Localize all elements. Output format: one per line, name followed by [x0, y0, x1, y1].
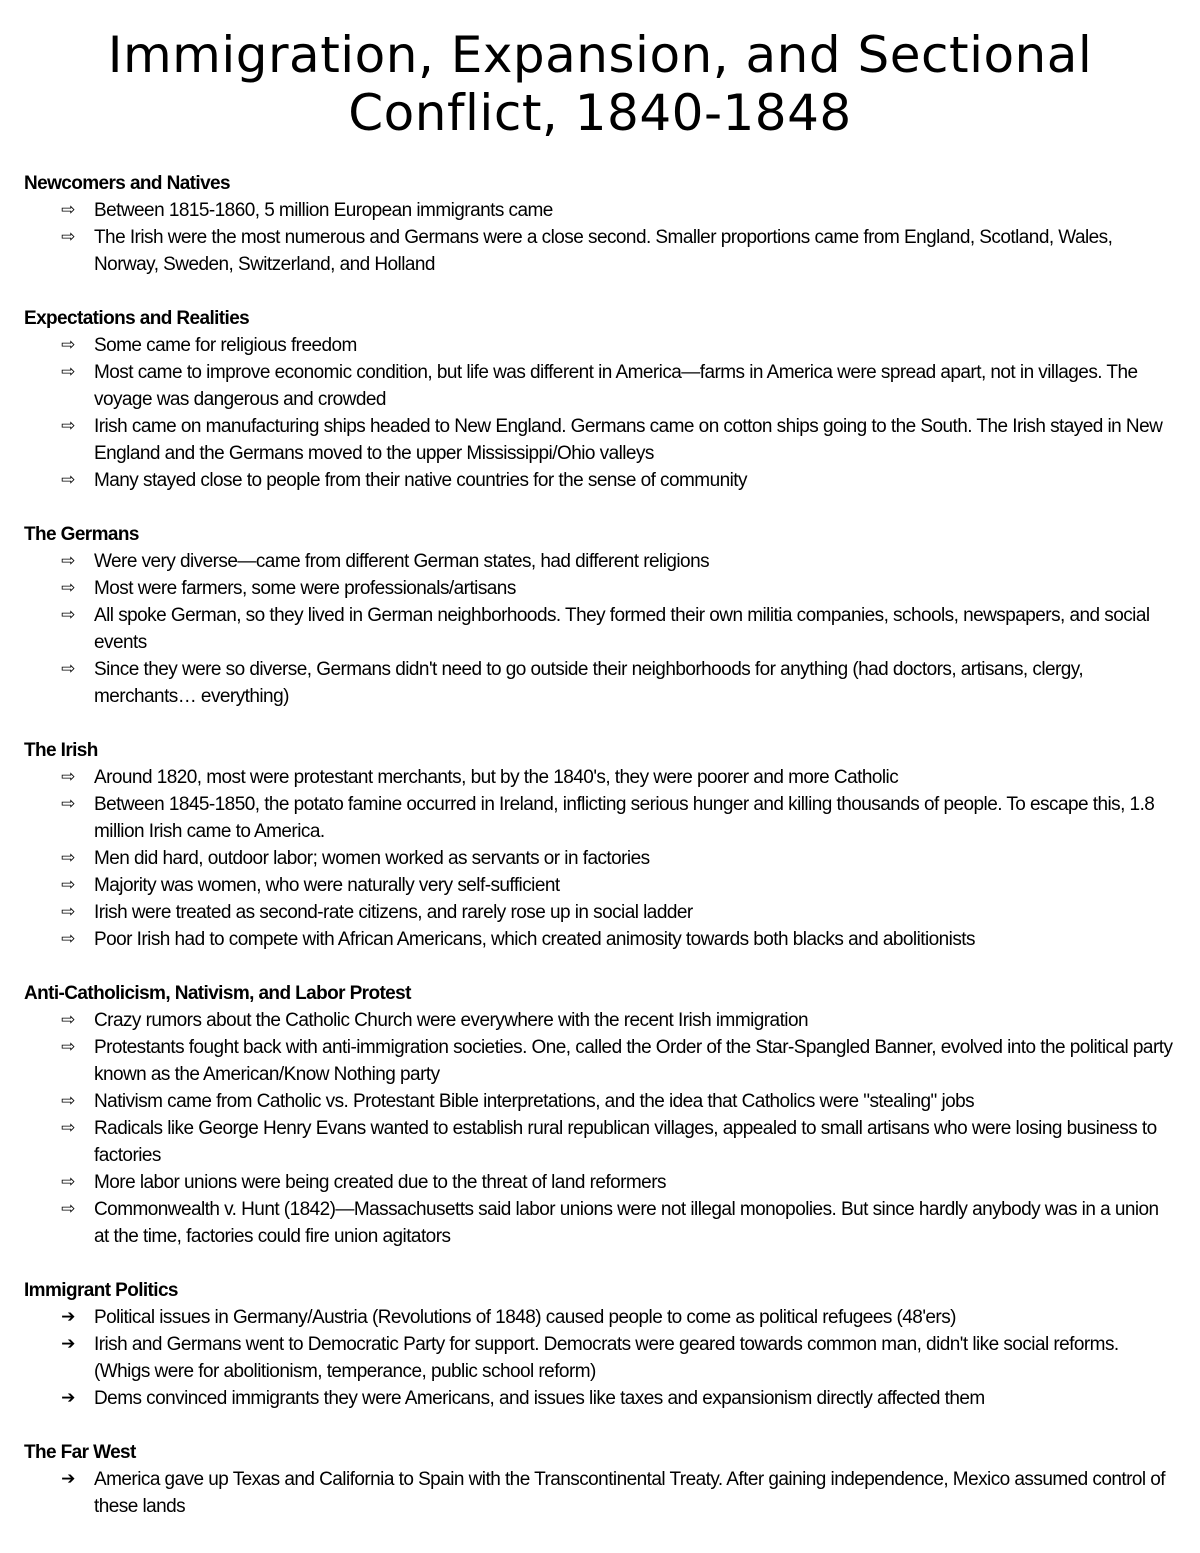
list-item	[24, 1304, 1174, 1331]
list-item	[24, 872, 1174, 899]
list-item-text: Irish came on manufacturing ships headed to New England. Germans came on cotton ships going to the South. The Irish stayed in New England and the Germans moved to the upper Mississippi/Ohio valleys	[94, 416, 1163, 464]
list-item-text: Were very diverse—came from different German states, had different religions	[94, 551, 710, 572]
list-item-text: Nativism came from Catholic vs. Protestant Bible interpretations, and the idea that Catholics were "stealing" jobs	[94, 1091, 975, 1112]
outline-arrow-icon: ⇨	[61, 902, 75, 922]
list-item	[24, 764, 1174, 791]
document-title-line-1: Immigration, Expansion, and Sectional	[107, 26, 1093, 84]
list-item-text: Between 1815-1860, 5 million European immigrants came	[94, 200, 553, 221]
list-item-text: More labor unions were being created due to the threat of land reformers	[94, 1172, 666, 1193]
section-heading: Newcomers and Natives	[24, 173, 230, 194]
list-item-text: Between 1845-1850, the potato famine occurred in Ireland, inflicting serious hunger and killing thousands of people. To escape this, 1.8 million Irish came to America.	[94, 794, 1155, 842]
list-item	[24, 1088, 1174, 1115]
list-item-text: Around 1820, most were protestant merchants, but by the 1840's, they were poorer and more Catholic	[94, 767, 899, 788]
list-item	[24, 602, 1174, 656]
bullet-list	[24, 1304, 1174, 1412]
section-immigrant-politics	[24, 1277, 1174, 1412]
list-item	[24, 413, 1174, 467]
list-item-text: Most came to improve economic condition, but life was different in America—farms in America were spread apart, not in villages. The voyage was dangerous and crowded	[94, 362, 1138, 410]
list-item-text: America gave up Texas and California to Spain with the Transcontinental Treaty. After gaining independence, Mexico assumed control of these lands	[94, 1469, 1166, 1517]
list-item	[24, 1007, 1174, 1034]
outline-arrow-icon: ⇨	[61, 848, 75, 868]
list-item	[24, 791, 1174, 845]
outline-arrow-icon: ⇨	[61, 1172, 75, 1192]
list-item-text: Irish were treated as second-rate citizens, and rarely rose up in social ladder	[94, 902, 693, 923]
list-item	[24, 548, 1174, 575]
section-the-far-west	[24, 1439, 1174, 1520]
list-item-text: Dems convinced immigrants they were Americans, and issues like taxes and expansionism directly affected them	[94, 1388, 985, 1409]
list-item-text: Commonwealth v. Hunt (1842)—Massachusetts said labor unions were not illegal monopolies. But since hardly anybody was in a union at the time, factories could fire union agitators	[94, 1199, 1159, 1247]
outline-arrow-icon: ⇨	[61, 335, 75, 355]
list-item	[24, 656, 1174, 710]
section-heading: The Far West	[24, 1442, 136, 1463]
document-title	[0, 0, 1200, 142]
section-the-irish	[24, 737, 1174, 953]
outline-arrow-icon: ⇨	[61, 362, 75, 382]
list-item-text: Some came for religious freedom	[94, 335, 357, 356]
document-title-line-2: Conflict, 1840-1848	[348, 84, 852, 142]
list-item-text: Majority was women, who were naturally very self-sufficient	[94, 875, 560, 896]
outline-arrow-icon: ⇨	[61, 794, 75, 814]
list-item	[24, 575, 1174, 602]
outline-arrow-icon: ⇨	[61, 227, 75, 247]
list-item	[24, 1331, 1174, 1385]
outline-arrow-icon: ⇨	[61, 416, 75, 436]
section-anti-catholicism-nativism-and-labor-protest	[24, 980, 1174, 1250]
bullet-list	[24, 197, 1174, 278]
list-item-text: Poor Irish had to compete with African Americans, which created animosity towards both blacks and abolitionists	[94, 929, 975, 950]
list-item-text: Most were farmers, some were professionals/artisans	[94, 578, 516, 599]
list-item-text: Many stayed close to people from their native countries for the sense of community	[94, 470, 747, 491]
outline-arrow-icon: ⇨	[61, 1037, 75, 1057]
outline-arrow-icon: ⇨	[61, 605, 75, 625]
list-item	[24, 1196, 1174, 1250]
list-item-text: The Irish were the most numerous and Germans were a close second. Smaller proportions came from England, Scotland, Wales, Norway, Sweden, Switzerland, and Holland	[94, 227, 1113, 275]
list-item	[24, 1115, 1174, 1169]
outline-arrow-icon: ⇨	[61, 1118, 75, 1138]
list-item-text: Men did hard, outdoor labor; women worked as servants or in factories	[94, 848, 650, 869]
bold-arrow-icon: ➔	[61, 1307, 75, 1327]
list-item-text: Since they were so diverse, Germans didn't need to go outside their neighborhoods for anything (had doctors, artisans, clergy, merchants… everything)	[94, 659, 1084, 707]
section-the-germans	[24, 521, 1174, 710]
section-newcomers-and-natives	[24, 170, 1174, 278]
list-item-text: Political issues in Germany/Austria (Revolutions of 1848) caused people to come as political refugees (48'ers)	[94, 1307, 956, 1328]
bold-arrow-icon: ➔	[61, 1388, 75, 1408]
section-expectations-and-realities	[24, 305, 1174, 494]
section-heading: Expectations and Realities	[24, 308, 250, 329]
bullet-list	[24, 332, 1174, 494]
bullet-list	[24, 1466, 1174, 1520]
list-item	[24, 359, 1174, 413]
outline-arrow-icon: ⇨	[61, 1091, 75, 1111]
list-item	[24, 899, 1174, 926]
bold-arrow-icon: ➔	[61, 1469, 75, 1489]
bullet-list	[24, 764, 1174, 953]
bold-arrow-icon: ➔	[61, 1334, 75, 1354]
outline-arrow-icon: ⇨	[61, 1010, 75, 1030]
list-item	[24, 1034, 1174, 1088]
list-item	[24, 1385, 1174, 1412]
list-item-text: Radicals like George Henry Evans wanted to establish rural republican villages, appealed to small artisans who were losing business to factories	[94, 1118, 1157, 1166]
section-heading: Anti-Catholicism, Nativism, and Labor Protest	[24, 983, 411, 1004]
list-item	[24, 926, 1174, 953]
outline-arrow-icon: ⇨	[61, 578, 75, 598]
list-item-text: Protestants fought back with anti-immigration societies. One, called the Order of the Star-Spangled Banner, evolved into the political party known as the American/Know Nothing party	[94, 1037, 1173, 1085]
outline-arrow-icon: ⇨	[61, 875, 75, 895]
outline-arrow-icon: ⇨	[61, 470, 75, 490]
list-item	[24, 224, 1174, 278]
list-item	[24, 332, 1174, 359]
document-body	[24, 170, 1174, 1547]
list-item	[24, 1169, 1174, 1196]
bullet-list	[24, 548, 1174, 710]
list-item	[24, 845, 1174, 872]
outline-arrow-icon: ⇨	[61, 767, 75, 787]
section-heading: The Germans	[24, 524, 139, 545]
outline-arrow-icon: ⇨	[61, 659, 75, 679]
list-item-text: All spoke German, so they lived in German neighborhoods. They formed their own militia companies, schools, newspapers, and social events	[94, 605, 1150, 653]
outline-arrow-icon: ⇨	[61, 929, 75, 949]
section-heading: Immigrant Politics	[24, 1280, 178, 1301]
bullet-list	[24, 1007, 1174, 1250]
outline-arrow-icon: ⇨	[61, 1199, 75, 1219]
list-item-text: Crazy rumors about the Catholic Church were everywhere with the recent Irish immigration	[94, 1010, 809, 1031]
list-item	[24, 467, 1174, 494]
outline-arrow-icon: ⇨	[61, 551, 75, 571]
list-item-text: Irish and Germans went to Democratic Party for support. Democrats were geared towards common man, didn't like social reforms. (Whigs were for abolitionism, temperance, public school reform)	[94, 1334, 1119, 1382]
outline-arrow-icon: ⇨	[61, 200, 75, 220]
list-item	[24, 1466, 1174, 1520]
list-item	[24, 197, 1174, 224]
section-heading: The Irish	[24, 740, 98, 761]
